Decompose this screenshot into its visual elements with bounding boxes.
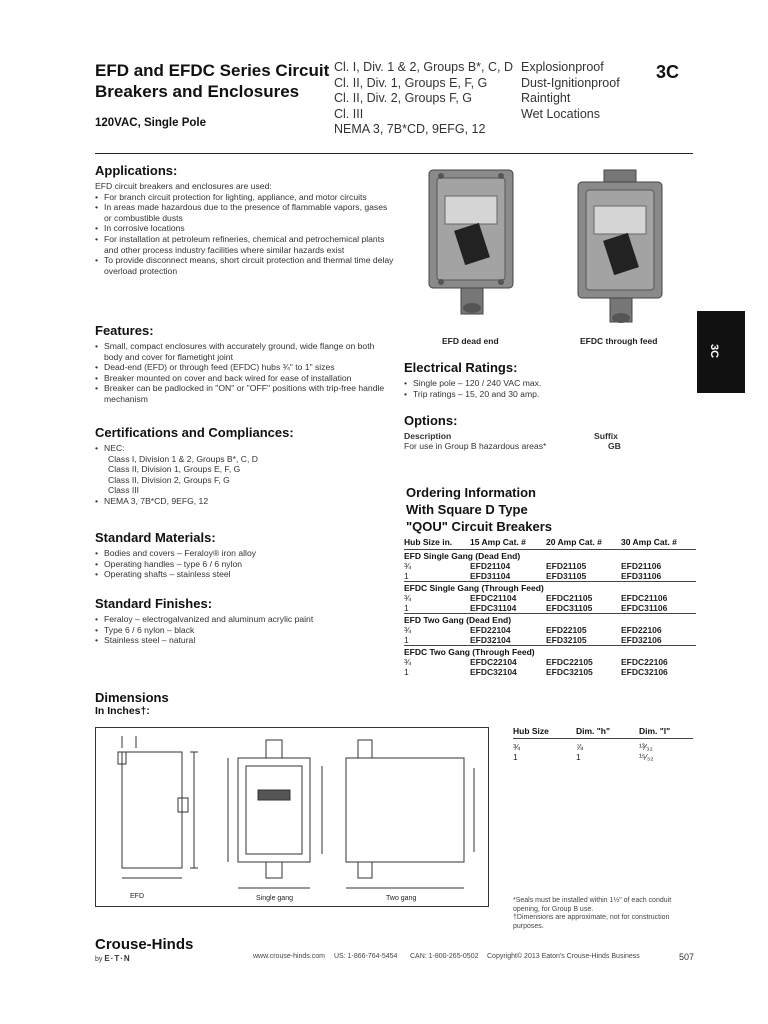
dimensions-section (95, 690, 169, 717)
footer-can-phone: CAN: 1-800-265-0502 (410, 953, 479, 960)
catalog-number-cell: EFDC21106 (621, 593, 668, 603)
efd-drawing-label: EFD (130, 893, 144, 900)
table-cell: ¹³⁄₃₂ (639, 742, 653, 752)
catalog-number-cell: EFD31105 (546, 571, 587, 581)
catalog-number-cell: EFDC21105 (546, 593, 593, 603)
hub-size-cell: 1 (404, 667, 409, 677)
table-row (404, 657, 696, 667)
hub-size-cell: 1 (404, 571, 409, 581)
ordering-col-header: Hub Size in. (404, 537, 453, 547)
rating-item: Raintight (521, 91, 571, 105)
catalog-number-cell: EFDC32105 (546, 667, 593, 677)
two-gang-label: Two gang (386, 895, 417, 902)
dimensions-heading: Dimensions (95, 690, 169, 705)
ordering-heading (406, 484, 696, 535)
ordering-table (404, 537, 696, 677)
finishes-list (95, 614, 395, 646)
nec-item: Class II, Division 1, Groups E, F, G (108, 464, 241, 475)
finishes-heading: Standard Finishes: (95, 596, 213, 611)
brand-by-text: by (95, 956, 103, 963)
rating-list (521, 60, 620, 122)
class-item: Cl. II, Div. 1, Groups E, F, G (334, 75, 488, 90)
hub-size-cell: 1 (404, 603, 409, 613)
ordering-group-heading: EFDC Single Gang (Through Feed) (404, 581, 696, 593)
ordering-header-row (404, 537, 696, 549)
applications-list (95, 192, 395, 277)
list-item: • In areas made hazardous due to the presence of flammable vapors, gases or combustible dusts (95, 202, 395, 223)
catalog-number-cell: EFDC31106 (621, 603, 668, 613)
dimensions-subheading: In Inches†: (95, 705, 150, 717)
list-item: • For installation at petroleum refineries, chemical and petrochemical plants and other process industry facilities where similar hazards exist (95, 234, 395, 255)
ordering-section (406, 484, 696, 535)
table-cell: 1 (576, 752, 581, 762)
footer-copyright: Copyright© 2013 Eaton's Crouse-Hinds Business (487, 953, 640, 960)
features-list (95, 341, 395, 405)
features-heading: Features: (95, 323, 154, 338)
ordering-heading-line: "QOU" Circuit Breakers (406, 519, 552, 534)
efd-photo (425, 168, 517, 318)
list-item: • Operating shafts – stainless steel (95, 569, 395, 580)
section-tab[interactable] (697, 311, 745, 393)
single-gang-label: Single gang (256, 895, 293, 902)
table-row (404, 625, 696, 635)
certifications-section (95, 425, 395, 507)
table-row (404, 635, 696, 645)
ordering-group-heading: EFD Two Gang (Dead End) (404, 613, 696, 625)
catalog-number-cell: EFDC31105 (546, 603, 593, 613)
table-row (513, 752, 693, 762)
list-item (95, 443, 395, 496)
list-item: • Stainless steel – natural (95, 635, 395, 646)
nec-item: Class III (108, 485, 140, 496)
list-item: • Small, compact enclosures with accurately ground, wide flange on both body and cover for flametight joint (95, 341, 395, 362)
header-divider (95, 153, 693, 154)
hub-size-cell: 1 (404, 635, 409, 645)
catalog-number-cell: EFDC22106 (621, 657, 668, 667)
finishes-section (95, 596, 395, 646)
hub-size-cell: ¾ (404, 657, 412, 667)
hub-size-cell: ¾ (404, 593, 412, 603)
nec-item: Class I, Division 1 & 2, Groups B*, C, D (108, 453, 258, 464)
certifications-heading: Certifications and Compliances: (95, 425, 294, 440)
catalog-number-cell: EFD21106 (621, 561, 662, 571)
applications-heading: Applications: (95, 163, 178, 178)
list-item: • Trip ratings – 15, 20 and 30 amp. (404, 389, 684, 400)
table-cell: ¾ (513, 742, 521, 752)
list-item: • In corrosive locations (95, 223, 395, 234)
dimensions-col-header: Hub Size (513, 726, 549, 736)
list-item: • Operating handles – type 6 / 6 nylon (95, 559, 395, 570)
class-item: Cl. III (334, 106, 364, 121)
applications-intro: EFD circuit breakers and enclosures are used: (95, 181, 272, 191)
options-col-description: Description (404, 431, 452, 441)
catalog-number-cell: EFDC22105 (546, 657, 593, 667)
materials-section (95, 530, 395, 580)
options-row-description: For use in Group B hazardous areas* (404, 441, 547, 451)
footnote-seals: *Seals must be installed within 1½" of each conduit opening, for Group B use. (513, 897, 672, 913)
dimension-drawings (96, 728, 488, 906)
ordering-groups (404, 549, 696, 677)
certifications-list (95, 443, 395, 507)
materials-list (95, 548, 395, 580)
ordering-group-heading: EFDC Two Gang (Through Feed) (404, 645, 696, 657)
efd-photo-caption: EFD dead end (442, 336, 499, 346)
table-row (404, 593, 696, 603)
catalog-number-cell: EFD31104 (470, 571, 511, 581)
ordering-heading-line: Ordering Information (406, 485, 536, 500)
options-row-suffix: GB (608, 441, 621, 451)
title-line-1: EFD and EFDC Series Circuit (95, 61, 330, 80)
catalog-number-cell: EFD32104 (470, 635, 511, 645)
class-list (334, 60, 513, 138)
catalog-number-cell: EFDC32104 (470, 667, 517, 677)
table-row (404, 561, 696, 571)
electrical-list (404, 378, 684, 399)
catalog-number-cell: EFD21105 (546, 561, 587, 571)
options-section (404, 413, 624, 453)
applications-section (95, 163, 395, 276)
ordering-col-header: 20 Amp Cat. # (546, 537, 602, 547)
table-cell: 1 (513, 752, 518, 762)
catalog-number-cell: EFD22104 (470, 625, 511, 635)
catalog-number-cell: EFDC21104 (470, 593, 517, 603)
options-col-suffix: Suffix (594, 431, 618, 441)
list-item: • NEMA 3, 7B*CD, 9EFG, 12 (95, 496, 395, 507)
catalog-number-cell: EFD32106 (621, 635, 662, 645)
table-cell: ⅞ (576, 742, 584, 752)
nec-item: Class II, Division 2, Groups F, G (108, 474, 230, 485)
table-row (513, 742, 693, 752)
list-item: • Dead-end (EFD) or through feed (EFDC) hubs ¾" to 1" sizes (95, 362, 395, 373)
list-item: • Bodies and covers – Feraloy® iron alloy (95, 548, 395, 559)
dimensions-col-header: Dim. "h" (576, 726, 611, 736)
catalog-number-cell: EFDC31104 (470, 603, 517, 613)
list-item: • Type 6 / 6 nylon – black (95, 625, 395, 636)
efdc-enclosure-image (574, 168, 666, 328)
class-item: Cl. II, Div. 2, Groups F, G (334, 91, 472, 105)
dimensions-drawing (95, 727, 489, 907)
electrical-section (404, 360, 684, 399)
table-cell: ¹⁵⁄₃₂ (639, 752, 654, 762)
hub-size-cell: ¾ (404, 625, 412, 635)
efdc-photo-caption: EFDC through feed (580, 336, 658, 346)
rating-item: Dust-Ignitionproof (521, 75, 620, 90)
list-item: • For branch circuit protection for lighting, appliance, and motor circuits (95, 192, 395, 203)
section-code: 3C (656, 62, 680, 82)
title-line-2: Breakers and Enclosures (95, 82, 300, 101)
efd-enclosure-image (425, 168, 517, 318)
nec-label: NEC: (104, 443, 125, 453)
materials-heading: Standard Materials: (95, 530, 216, 545)
ordering-col-header: 30 Amp Cat. # (621, 537, 677, 547)
list-item: • Breaker mounted on cover and back wired for ease of installation (95, 373, 395, 384)
class-item: Cl. I, Div. 1 & 2, Groups B*, C, D (334, 60, 513, 74)
footer-web[interactable]: www.crouse-hinds.com (253, 953, 325, 960)
electrical-heading: Electrical Ratings: (404, 360, 518, 375)
dimensions-col-header: Dim. "l" (639, 726, 671, 736)
list-item: • Single pole – 120 / 240 VAC max. (404, 378, 684, 389)
dimensions-table (513, 726, 693, 762)
page-subtitle: 120VAC, Single Pole (95, 117, 206, 129)
ordering-heading-line: With Square D Type (406, 502, 528, 517)
section-tab-label: 3C (708, 343, 721, 359)
brand-by (95, 954, 131, 963)
efdc-photo (574, 168, 666, 328)
ordering-col-header: 15 Amp Cat. # (470, 537, 526, 547)
catalog-number-cell: EFD22106 (621, 625, 662, 635)
page-number: 507 (679, 952, 695, 962)
catalog-number-cell: EFD32105 (546, 635, 587, 645)
catalog-number-cell: EFD21104 (470, 561, 511, 571)
class-item: NEMA 3, 7B*CD, 9EFG, 12 (334, 122, 486, 136)
brand-logo: Crouse-Hinds (95, 936, 194, 953)
catalog-number-cell: EFD31106 (621, 571, 662, 581)
footnotes (513, 897, 691, 931)
options-heading: Options: (404, 413, 458, 428)
ordering-group-heading: EFD Single Gang (Dead End) (404, 549, 696, 561)
catalog-number-cell: EFDC32106 (621, 667, 668, 677)
rating-item: Wet Locations (521, 106, 600, 121)
table-row (404, 603, 696, 613)
page-title (95, 60, 329, 102)
table-row (404, 571, 696, 581)
dimensions-header-row (513, 726, 693, 739)
features-section (95, 323, 395, 405)
list-item: • Breaker can be padlocked in "ON" or "OFF" positions with trip-free handle mechanism (95, 383, 395, 404)
rating-item: Explosionproof (521, 60, 604, 74)
list-item: • Feraloy – electrogalvanized and aluminum acrylic paint (95, 614, 395, 625)
list-item: • To provide disconnect means, short circuit protection and thermal time delay overload protection (95, 255, 395, 276)
catalog-number-cell: EFDC22104 (470, 657, 517, 667)
table-row (404, 667, 696, 677)
catalog-number-cell: EFD22105 (546, 625, 587, 635)
eaton-logo: E·T·N (104, 954, 131, 963)
footer-us-phone: US: 1-866-764-5454 (334, 953, 398, 960)
hub-size-cell: ¾ (404, 561, 412, 571)
footnote-dimensions: †Dimensions are approximate, not for construction purposes. (513, 914, 670, 930)
